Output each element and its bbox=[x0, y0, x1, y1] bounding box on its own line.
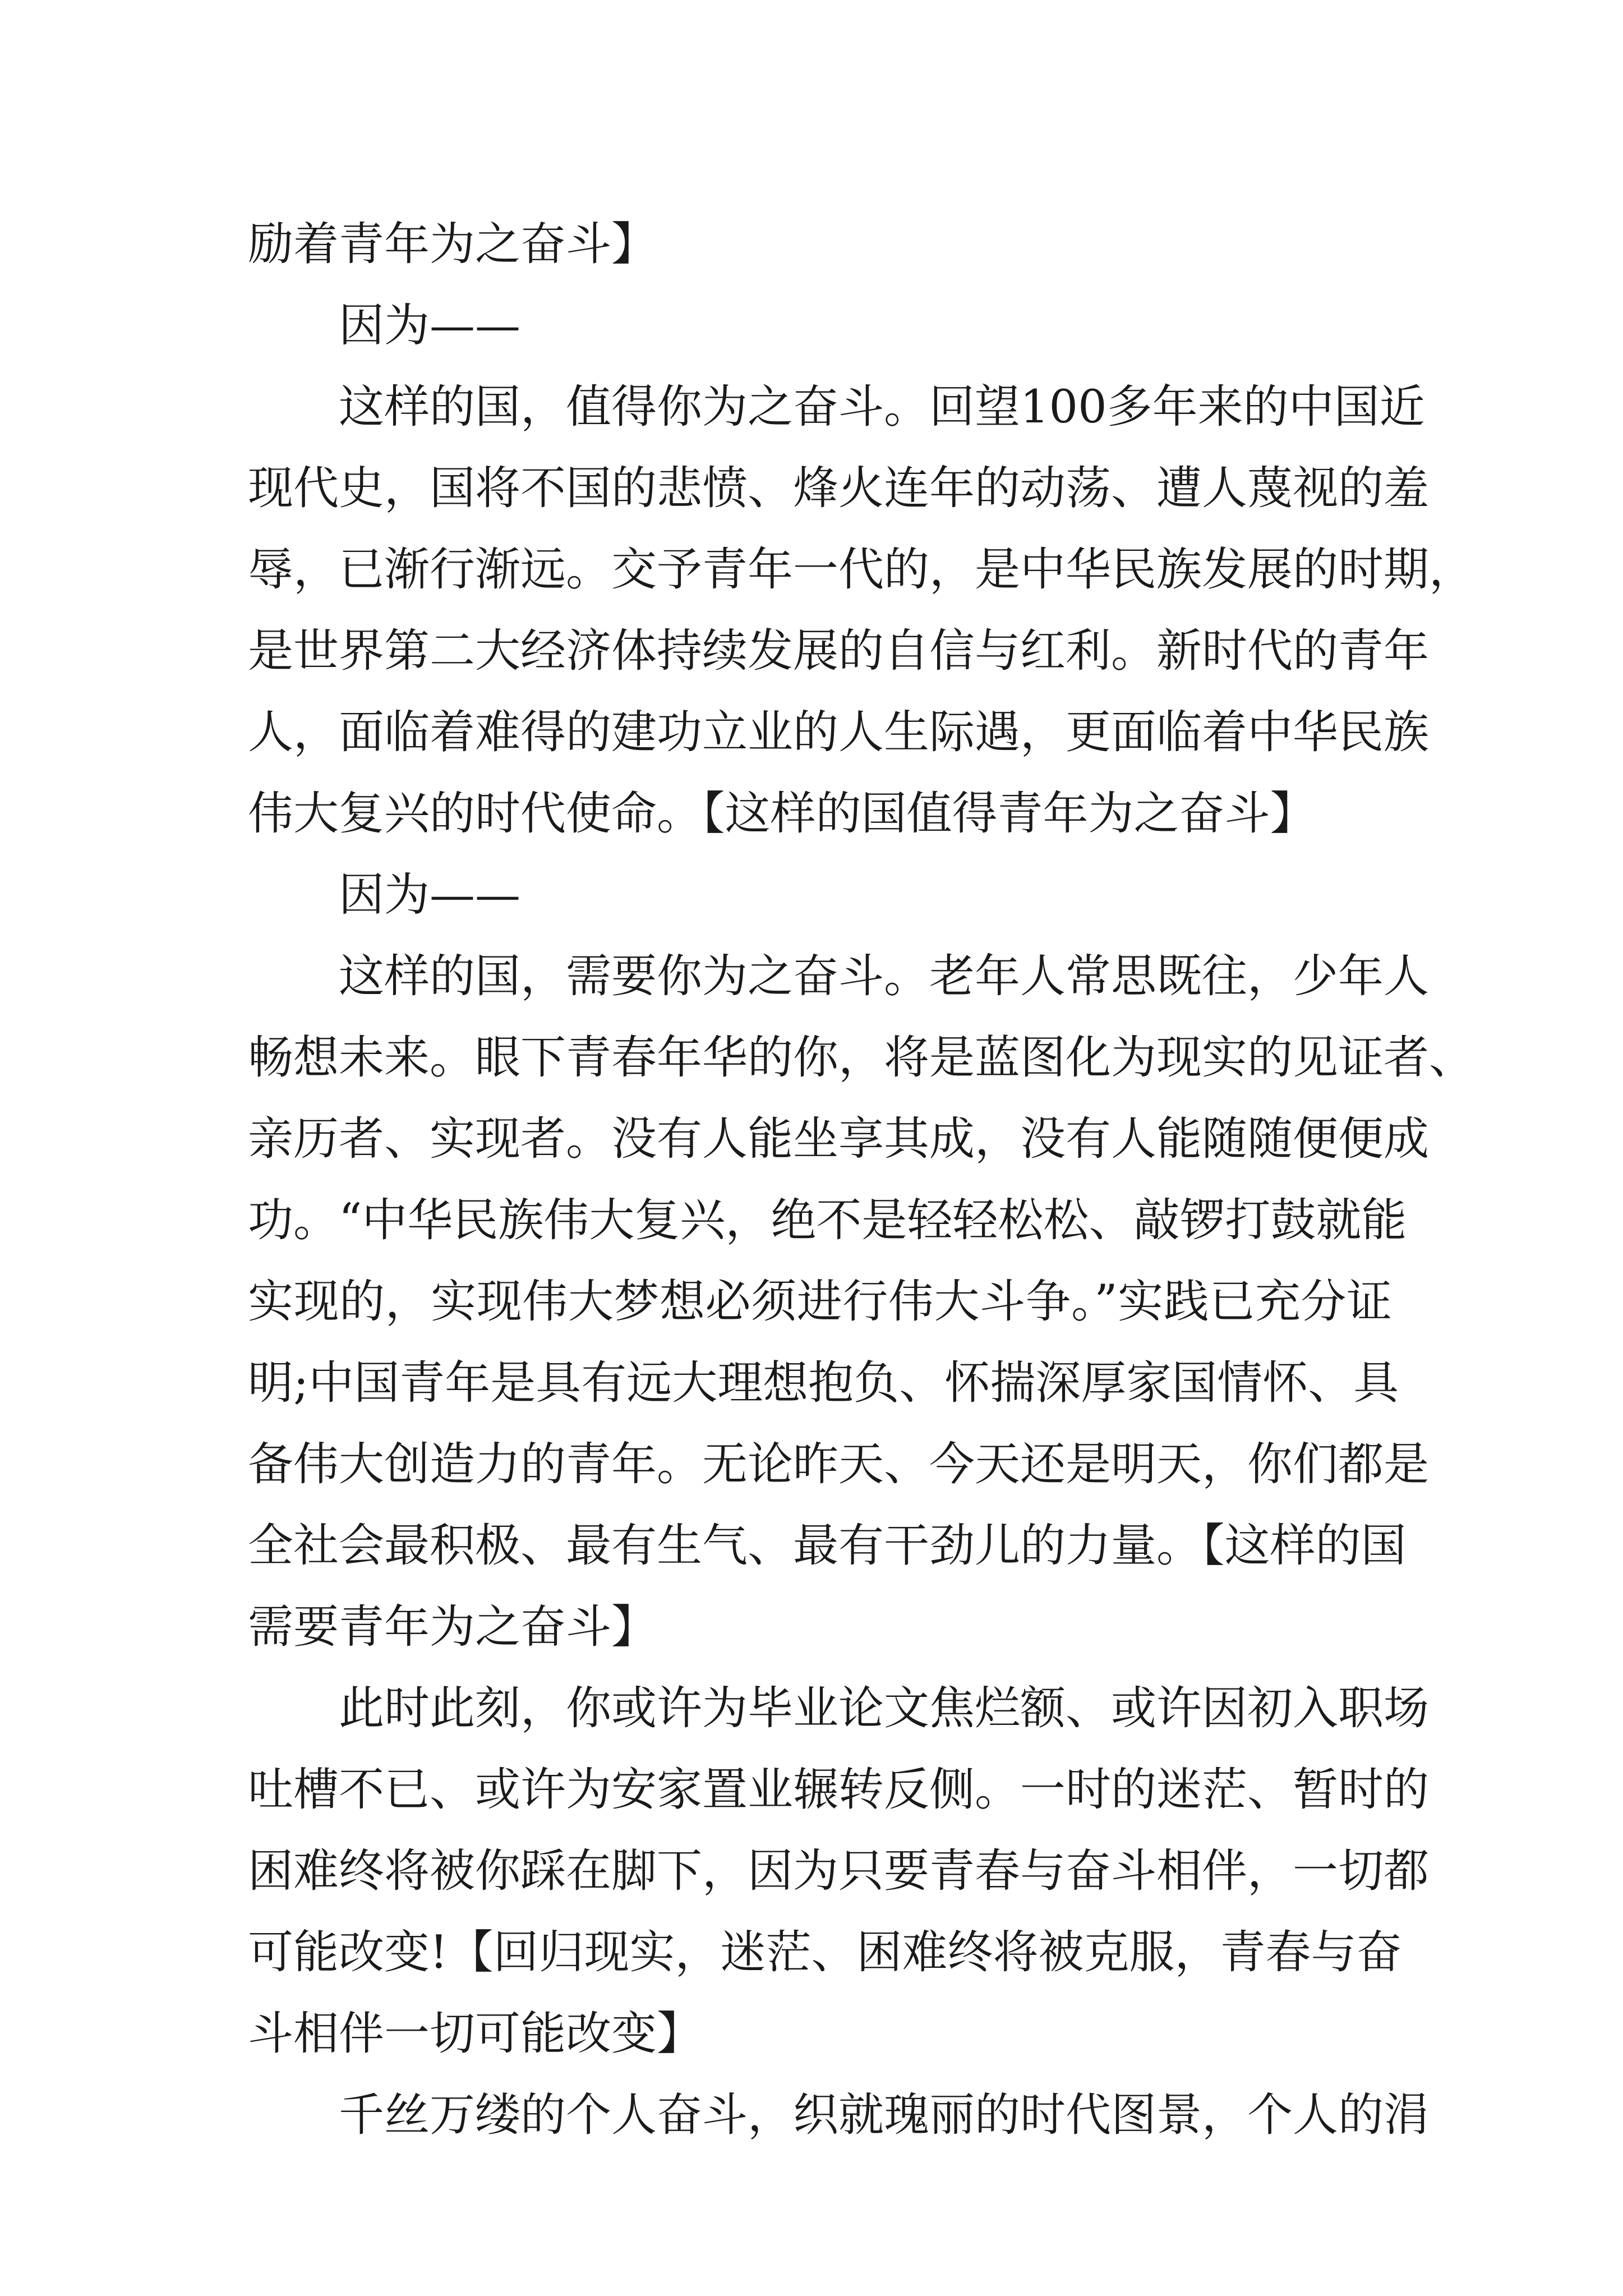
text-line: 此时此刻，你或许为毕业论文焦烂额、或许因初入职场 bbox=[339, 1682, 1430, 1735]
body-text bbox=[248, 204, 1475, 2156]
text-line: 吐槽不已、或许为安家置业辗转反侧。一时的迷茫、暂时的 bbox=[248, 1764, 1430, 1816]
text-line: 可能改变!【回归现实，迷茫、困难终将被克服，青春与奋 bbox=[248, 1926, 1402, 1979]
text-line: 明;中国青年是具有远大理想抱负、怀揣深厚家国情怀、具 bbox=[248, 1357, 1399, 1410]
text-line: 伟大复兴的时代使命。【这样的国值得青年为之奋斗】 bbox=[248, 788, 1316, 840]
text-line: 功。“中华民族伟大复兴，绝不是轻轻松松、敲锣打鼓就能 bbox=[248, 1194, 1407, 1247]
text-line: 斗相伴一切可能改变】 bbox=[248, 2008, 703, 2060]
text-line: 辱，已渐行渐远。交予青年一代的，是中华民族发展的时期， bbox=[248, 544, 1475, 596]
text-line: 人，面临着难得的建功立业的人生际遇，更面临着中华民族 bbox=[248, 706, 1430, 759]
text-line: 畅想未来。眼下青春年华的你，将是蓝图化为现实的见证者、 bbox=[248, 1032, 1475, 1084]
text-line: 因为—— bbox=[339, 869, 521, 922]
text-line: 全社会最积极、最有生气、最有干劲儿的力量。【这样的国 bbox=[248, 1520, 1407, 1572]
text-line: 是世界第二大经济体持续发展的自信与红利。新时代的青年 bbox=[248, 625, 1430, 678]
text-line: 千丝万缕的个人奋斗，织就瑰丽的时代图景，个人的涓 bbox=[339, 2089, 1430, 2142]
text-line: 需要青年为之奋斗】 bbox=[248, 1601, 657, 1654]
text-line: 困难终将被你踩在脚下，因为只要青春与奋斗相伴，一切都 bbox=[248, 1845, 1430, 1898]
text-line: 励着青年为之奋斗】 bbox=[248, 218, 657, 271]
text-line: 实现的，实现伟大梦想必须进行伟大斗争。”实践已充分证 bbox=[248, 1276, 1392, 1328]
text-line: 亲历者、实现者。没有人能坐享其成，没有人能随随便便成 bbox=[248, 1113, 1430, 1166]
text-line: 这样的国，需要你为之奋斗。老年人常思既往，少年人 bbox=[339, 950, 1430, 1003]
text-line: 现代史，国将不国的悲愤、烽火连年的动荡、遭人蔑视的羞 bbox=[248, 462, 1430, 515]
text-line: 备伟大创造力的青年。无论昨天、今天还是明天，你们都是 bbox=[248, 1438, 1430, 1491]
text-line: 因为—— bbox=[339, 300, 521, 352]
text-line: 这样的国，值得你为之奋斗。回望100多年来的中国近 bbox=[339, 381, 1425, 434]
